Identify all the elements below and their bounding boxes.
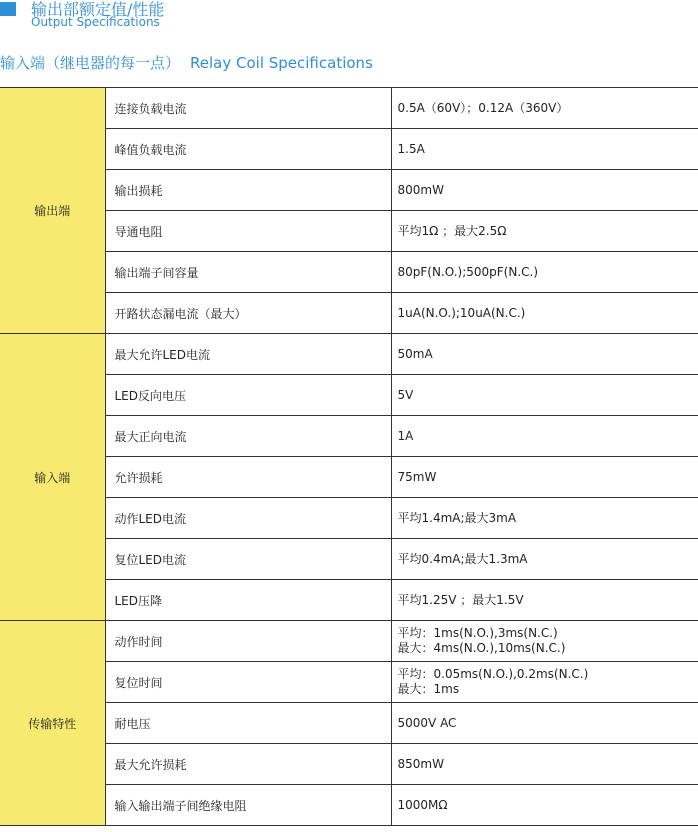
param-value xyxy=(391,170,698,211)
param-value xyxy=(391,88,698,129)
value-line: 最大：1ms xyxy=(397,682,460,696)
param-value xyxy=(391,129,698,170)
section-marker-icon xyxy=(0,2,16,16)
group-label: 输出端 xyxy=(0,88,105,334)
table-row xyxy=(0,539,698,580)
param-value xyxy=(391,416,698,457)
value-line: 平均1Ω ；最大2.5Ω xyxy=(397,223,507,238)
param-value xyxy=(391,375,698,416)
param-name: 动作时间 xyxy=(105,621,391,662)
spec-table xyxy=(0,87,698,826)
param-name: 允许损耗 xyxy=(105,457,391,498)
table-row xyxy=(0,375,698,416)
table-row xyxy=(0,703,698,744)
value-line: 1000MΩ xyxy=(397,797,448,812)
table-row xyxy=(0,88,698,129)
param-name: 最大正向电流 xyxy=(105,416,391,457)
param-value xyxy=(391,662,698,703)
table-row xyxy=(0,498,698,539)
table-subtitle xyxy=(0,52,373,76)
section-header xyxy=(0,0,698,36)
value-line: 1.5A xyxy=(397,141,425,156)
param-name: 耐电压 xyxy=(105,703,391,744)
table-row xyxy=(0,744,698,785)
param-name: 输出损耗 xyxy=(105,170,391,211)
param-value xyxy=(391,539,698,580)
group-label: 输入端 xyxy=(0,334,105,621)
param-name: 输入输出端子间绝缘电阻 xyxy=(105,785,391,826)
param-name: 峰值负载电流 xyxy=(105,129,391,170)
value-line: 平均：1ms(N.O.),3ms(N.C.) xyxy=(397,626,558,640)
param-value xyxy=(391,293,698,334)
table-subtitle-zh: 输入端（继电器的每一点） xyxy=(0,54,181,72)
param-name: LED压降 xyxy=(105,580,391,621)
param-name: 输出端子间容量 xyxy=(105,252,391,293)
table-row xyxy=(0,252,698,293)
param-name: 开路状态漏电流（最大） xyxy=(105,293,391,334)
param-value xyxy=(391,580,698,621)
value-line: 平均1.25V ；最大1.5V xyxy=(397,592,524,607)
table-row xyxy=(0,621,698,662)
value-line: 平均1.4mA;最大3mA xyxy=(397,510,517,525)
value-line: 最大：4ms(N.O.),10ms(N.C.) xyxy=(397,641,566,655)
table-row xyxy=(0,170,698,211)
section-title-en: Output Specifications xyxy=(31,15,160,29)
param-name: 最大允许损耗 xyxy=(105,744,391,785)
value-line: 850mW xyxy=(397,756,444,771)
param-value xyxy=(391,211,698,252)
value-line: 平均：0.05ms(N.O.),0.2ms(N.C.) xyxy=(397,667,589,681)
value-line: 5V xyxy=(397,387,414,402)
param-value xyxy=(391,785,698,826)
param-value xyxy=(391,334,698,375)
table-row xyxy=(0,785,698,826)
table-row xyxy=(0,334,698,375)
value-line: 80pF(N.O.);500pF(N.C.) xyxy=(397,264,539,279)
param-name: LED反向电压 xyxy=(105,375,391,416)
table-row xyxy=(0,293,698,334)
param-value xyxy=(391,703,698,744)
value-line: 800mW xyxy=(397,182,444,197)
value-line: 1uA(N.O.);10uA(N.C.) xyxy=(397,305,526,320)
param-name: 动作LED电流 xyxy=(105,498,391,539)
section-title-zh: 输出部额定值/性能 xyxy=(31,0,165,19)
param-value xyxy=(391,252,698,293)
value-line: 50mA xyxy=(397,346,433,361)
table-row xyxy=(0,580,698,621)
value-line: 75mW xyxy=(397,469,437,484)
param-name: 导通电阻 xyxy=(105,211,391,252)
spec-table-body xyxy=(0,88,698,826)
table-subtitle-en: Relay Coil Specifications xyxy=(190,54,373,72)
param-name: 复位时间 xyxy=(105,662,391,703)
table-row xyxy=(0,457,698,498)
param-name: 最大允许LED电流 xyxy=(105,334,391,375)
group-label: 传输特性 xyxy=(0,621,105,826)
table-row xyxy=(0,129,698,170)
table-row xyxy=(0,662,698,703)
param-value xyxy=(391,498,698,539)
value-line: 0.5A（60V）；0.12A（360V） xyxy=(397,100,569,115)
param-value xyxy=(391,457,698,498)
param-value xyxy=(391,621,698,662)
value-line: 5000V AC xyxy=(397,715,457,730)
table-row xyxy=(0,211,698,252)
table-row xyxy=(0,416,698,457)
value-line: 1A xyxy=(397,428,414,443)
param-value xyxy=(391,744,698,785)
value-line: 平均0.4mA;最大1.3mA xyxy=(397,551,528,566)
param-name: 连接负载电流 xyxy=(105,88,391,129)
param-name: 复位LED电流 xyxy=(105,539,391,580)
